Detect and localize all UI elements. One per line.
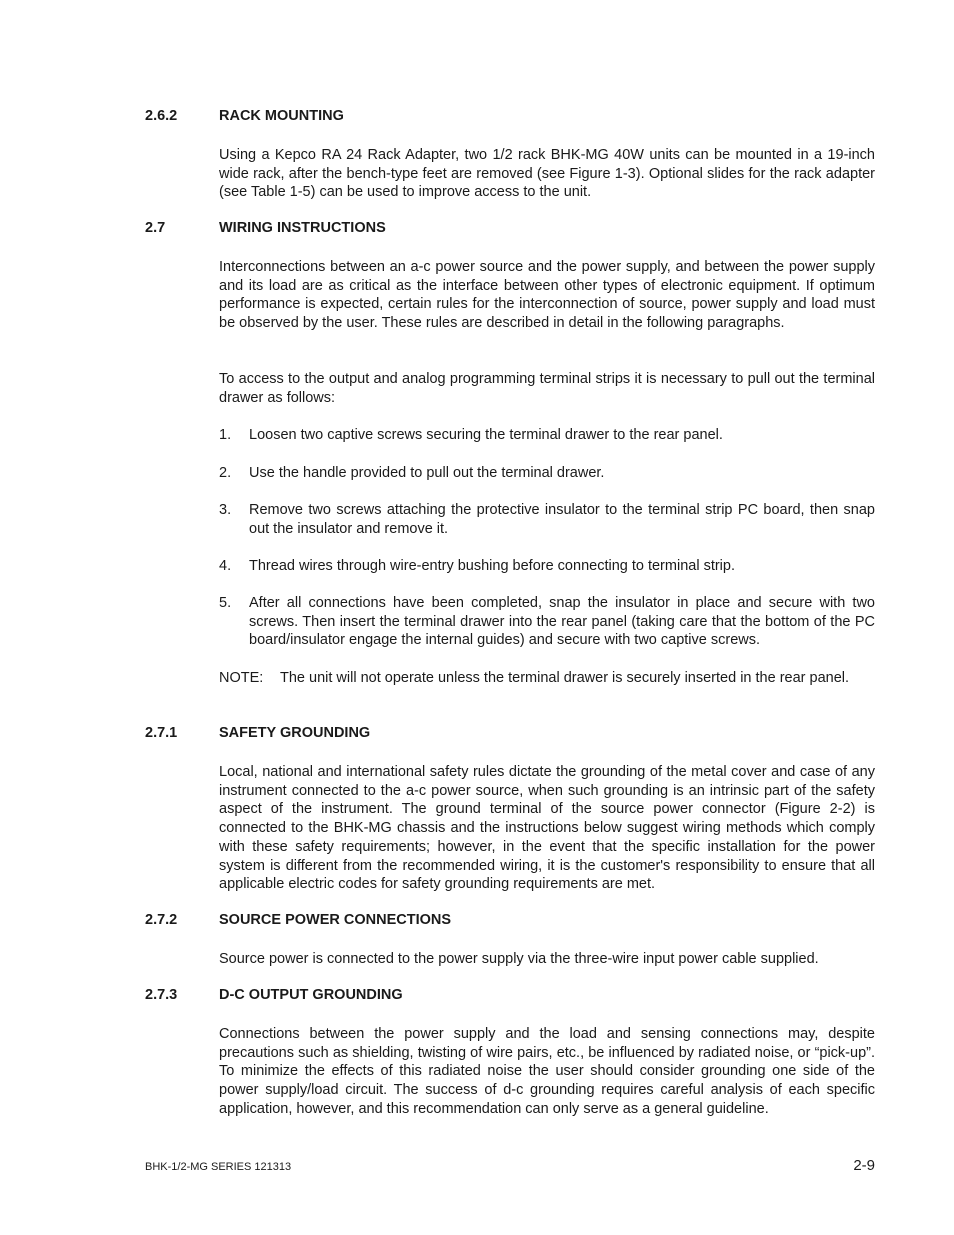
- list-item-text: Thread wires through wire-entry bushing before connecting to terminal strip.: [249, 558, 735, 574]
- page-number: 2-9: [853, 1157, 875, 1174]
- list-item: [219, 501, 875, 538]
- section-title: SAFETY GROUNDING: [219, 725, 371, 741]
- section-heading-dc-output-grounding: [145, 987, 403, 1003]
- list-item-number: 5.: [219, 595, 232, 611]
- wiring-paragraph-2: To access to the output and analog programming terminal strips it is necessary to pull out the terminal drawer as follows:: [219, 371, 875, 406]
- section-number: 2.7.3: [145, 987, 178, 1003]
- list-item-text: After all connections have been completed, snap the insulator in place and secure with two screws. Then insert the terminal drawer into the rear panel (taking care that the bottom of the PC board/insulator engage the internal guides) and secure with two captive screws.: [249, 595, 875, 649]
- list-item-text: Remove two screws attaching the protective insulator to the terminal strip PC board, then snap out the insulator and remove it.: [249, 502, 875, 537]
- note-label: NOTE:: [219, 670, 264, 686]
- section-title: RACK MOUNTING: [219, 108, 344, 124]
- list-item-number: 1.: [219, 427, 232, 443]
- safety-grounding-paragraph: Local, national and international safety rules dictate the grounding of the metal cover and case of any instrument connected to the a-c power source, when such grounding is an intrinsic part of the safety aspect of the instrument. The ground terminal of the source power connector (Figure 2-2) is connected to the BHK-MG chassis and the instructions below suggest wiring methods which comply with these safety requirements; however, in the event that the specific installation for the power system is different from the recommended wiring, it is the customer's responsibility to ensure that all applicable electric codes for safety grounding requirements are met.: [219, 764, 875, 893]
- section-title: D-C OUTPUT GROUNDING: [219, 987, 403, 1003]
- section-heading-rack-mounting: [145, 108, 344, 124]
- list-item-text: Loosen two captive screws securing the terminal drawer to the rear panel.: [249, 427, 723, 443]
- section-number: 2.7.2: [145, 912, 178, 928]
- section-heading-source-power: [145, 912, 451, 928]
- section-number: 2.7.1: [145, 725, 178, 741]
- section-title: WIRING INSTRUCTIONS: [219, 220, 386, 236]
- section-title: SOURCE POWER CONNECTIONS: [219, 912, 452, 928]
- section-heading-safety-grounding: [145, 725, 370, 741]
- list-item: [219, 464, 875, 483]
- list-item-number: 3.: [219, 502, 232, 518]
- source-power-paragraph: Source power is connected to the power supply via the three-wire input power cable supplied.: [219, 951, 819, 967]
- section-number: 2.6.2: [145, 108, 178, 124]
- note: [219, 669, 875, 688]
- list-item-number: 2.: [219, 465, 232, 481]
- wiring-paragraph-1: Interconnections between an a-c power source and the power supply, and between the power supply and its load are as critical as the interface between other types of electronic equipment. If optimum performance is expected, certain rules for the interconnection of source, power supply and load must be observed by the user. These rules are described in detail in the following paragraphs.: [219, 259, 875, 332]
- dc-output-paragraph: Connections between the power supply and the load and sensing connections may, despite precautions such as shielding, twisting of wire pairs, etc., be influenced by radiated noise, or “pick-up”. To minimize the effects of this radiated noise the user should consider grounding one side of the power supply/load circuit. The success of d-c grounding requires careful analysis of each specific application, however, and this recommendation can only serve as a general guideline.: [219, 1026, 875, 1117]
- list-item: [219, 557, 875, 576]
- list-item: [219, 594, 875, 650]
- list-item-text: Use the handle provided to pull out the terminal drawer.: [249, 465, 605, 481]
- section-number: 2.7: [145, 220, 166, 236]
- rack-mounting-paragraph: Using a Kepco RA 24 Rack Adapter, two 1/2 rack BHK-MG 40W units can be mounted in a 19-inch wide rack, after the bench-type feet are removed (see Figure 1-3). Optional slides for the rack adapter (see Table 1-5) can be used to improve access to the unit.: [219, 147, 875, 201]
- list-item: [219, 426, 875, 445]
- list-item-number: 4.: [219, 558, 232, 574]
- note-text: The unit will not operate unless the terminal drawer is securely inserted in the rear panel.: [280, 670, 850, 686]
- footer-series: BHK-1/2-MG SERIES 121313: [145, 1161, 292, 1173]
- section-heading-wiring-instructions: [145, 220, 386, 236]
